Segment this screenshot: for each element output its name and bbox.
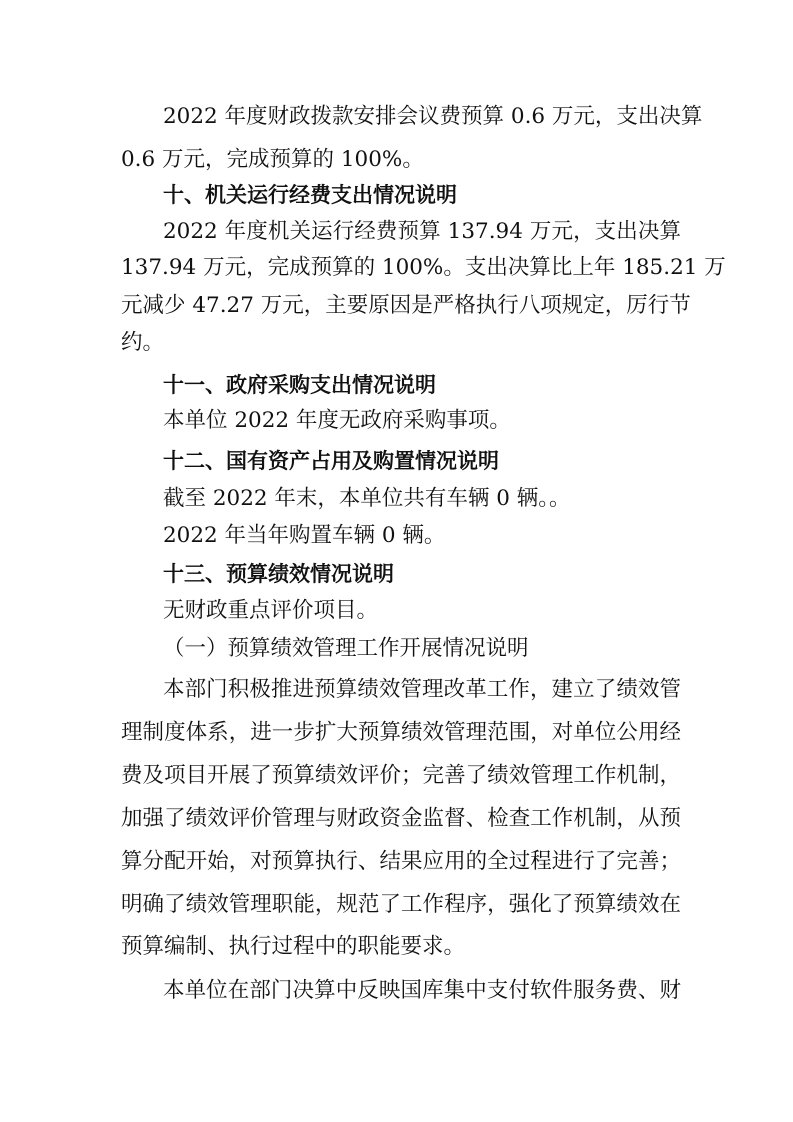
paragraph-performance-line-4: 加强了绩效评价管理与财政资金监督、检查工作机制，从预 xyxy=(121,806,681,831)
paragraph-performance-line-1: 本部门积极推进预算绩效管理改革工作，建立了绩效管 xyxy=(163,677,681,702)
paragraph-vehicle-purchase: 2022 年当年购置车辆 0 辆。 xyxy=(163,523,446,548)
heading-section-12: 十二、国有资产占用及购置情况说明 xyxy=(163,449,499,473)
paragraph-performance-line-3: 费及项目开展了预算绩效评价；完善了绩效管理工作机制， xyxy=(121,763,681,788)
subheading-performance-management: （一）预算绩效管理工作开展情况说明 xyxy=(163,636,529,661)
paragraph-assets-vehicles: 截至 2022 年末，本单位共有车辆 0 辆。。 xyxy=(163,486,571,511)
paragraph-procurement: 本单位 2022 年度无政府采购事项。 xyxy=(163,408,511,433)
paragraph-operating-cost-line-2: 137.94 万元，完成预算的 100%。支出决算比上年 185.21 万 xyxy=(121,255,726,280)
paragraph-treasury-line-1: 本单位在部门决算中反映国库集中支付软件服务费、财 xyxy=(163,978,681,1003)
paragraph-operating-cost-line-1: 2022 年度机关运行经费预算 137.94 万元，支出决算 xyxy=(163,219,681,244)
paragraph-operating-cost-line-3: 元减少 47.27 万元，主要原因是严格执行八项规定，厉行节 xyxy=(121,293,691,318)
heading-section-13: 十三、预算绩效情况说明 xyxy=(163,562,394,586)
paragraph-performance-line-2: 理制度体系，进一步扩大预算绩效管理范围，对单位公用经 xyxy=(121,720,681,745)
paragraph-performance-line-5: 算分配开始，对预算执行、结果应用的全过程进行了完善； xyxy=(121,849,681,874)
heading-section-11: 十一、政府采购支出情况说明 xyxy=(163,373,436,397)
paragraph-meeting-fee-line-1: 2022 年度财政拨款安排会议费预算 0.6 万元，支出决算 xyxy=(163,104,703,129)
paragraph-operating-cost-line-4: 约。 xyxy=(121,330,165,355)
paragraph-performance-line-6: 明确了绩效管理职能，规范了工作程序，强化了预算绩效在 xyxy=(121,892,681,917)
paragraph-performance-line-7: 预算编制、执行过程中的职能要求。 xyxy=(121,934,466,959)
paragraph-no-key-evaluation: 无财政重点评价项目。 xyxy=(163,598,379,623)
paragraph-meeting-fee-line-2: 0.6 万元，完成预算的 100%。 xyxy=(121,147,424,172)
heading-section-10: 十、机关运行经费支出情况说明 xyxy=(163,183,457,207)
